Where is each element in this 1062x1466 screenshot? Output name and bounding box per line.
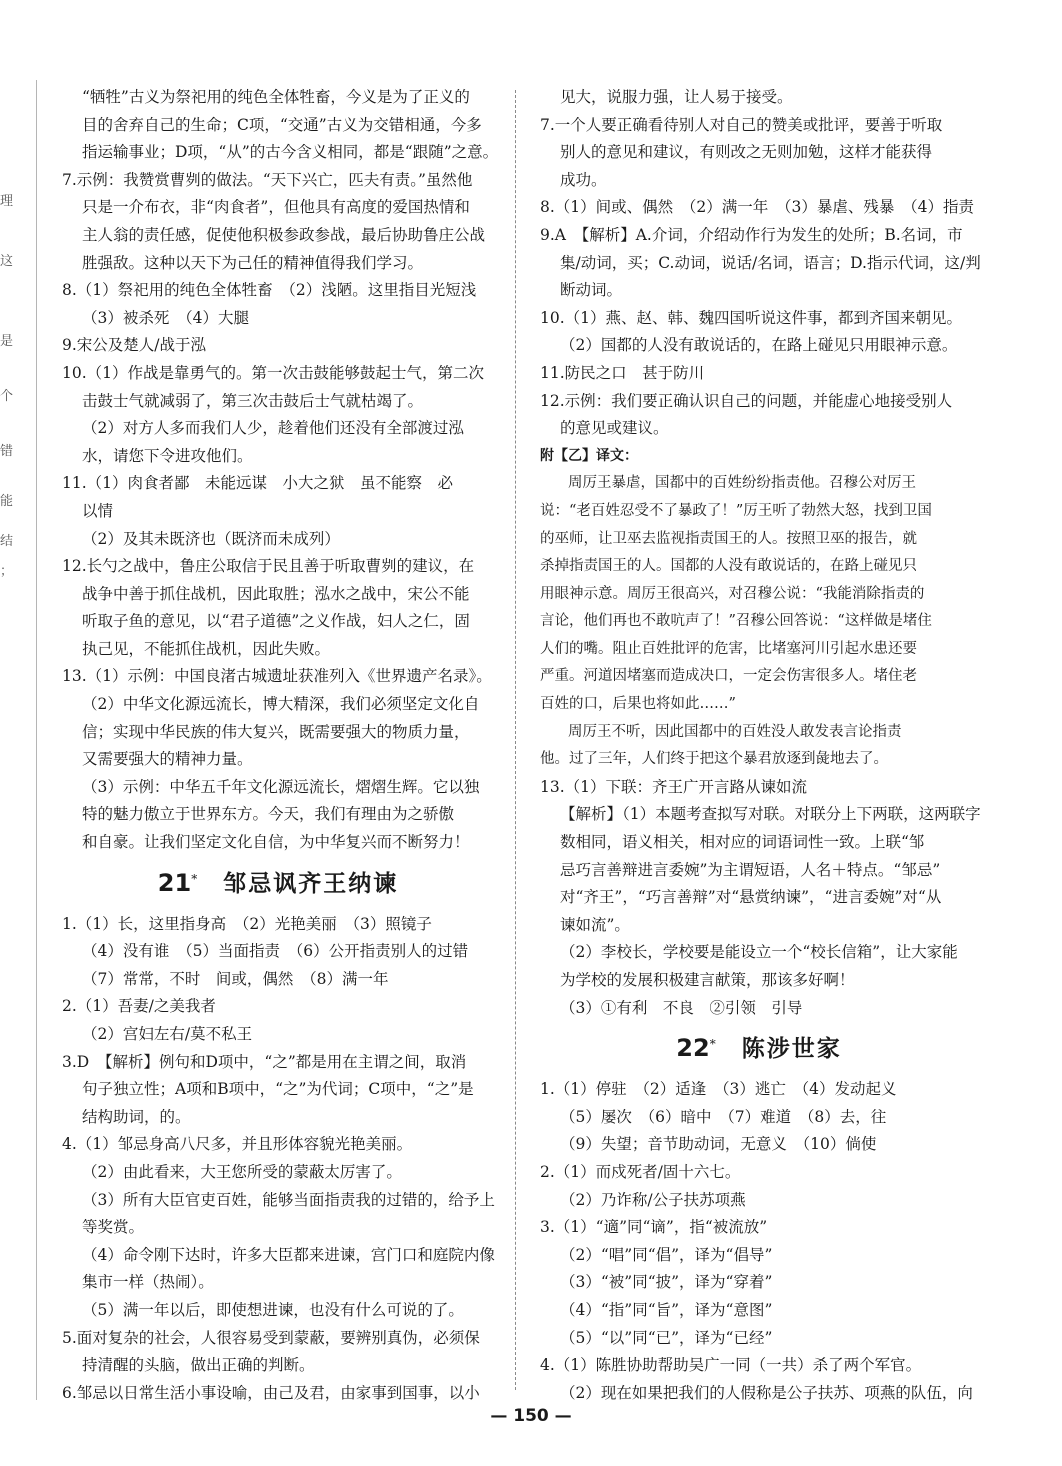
text-line: 数相同，语义相关，相对应的词语词性一致。上联“邹	[560, 833, 925, 852]
text-line: 句子独立性；A项和B项中，“之”为代词；C项中，“之”是	[82, 1080, 474, 1099]
text-line: （2）乃诈称/公子扶苏项燕	[560, 1190, 746, 1209]
answers-section-22	[540, 1076, 978, 1407]
text-line: 4.（1）陈胜协助帮助吴广一同（一共）杀了两个军官。	[540, 1356, 922, 1375]
text-line: （4）没有谁 （5）当面指责 （6）公开指责别人的过错	[82, 942, 469, 961]
text-line: （5）屡次 （6）暗中 （7）难道 （8）去，往	[560, 1107, 887, 1126]
margin-char: 错	[0, 444, 14, 459]
text-line: （2）国都的人没有敢说话的，在路上碰见只用眼神示意。	[560, 336, 958, 355]
text-line: 听取子鱼的意见，以“君子道德”之义作战，妇人之仁，固	[82, 612, 470, 631]
section-22-name: 陈涉世家	[741, 1036, 842, 1063]
text-line: 【解析】（1）本题考查拟写对联。对联分上下两联，这两联字	[560, 805, 981, 824]
margin-char: 是	[0, 334, 14, 349]
text-line: 忌巧言善辩进言委婉”为主谓短语，人名＋特点。“邹忌”	[560, 860, 941, 879]
text-line: 和自豪。让我们坚定文化自信，为中华复兴而不断努力！	[82, 833, 470, 852]
text-line: （2）“唱”同“倡”，译为“倡导”	[560, 1245, 773, 1264]
text-line: 言论，他们再也不敢吭声了！”召穆公回答说：“这样做是堵住	[540, 613, 932, 630]
text-line: 战争中善于抓住战机，因此取胜；泓水之战中，宋公不能	[82, 584, 470, 603]
appendix-heading: 附【乙】译文：	[540, 447, 638, 464]
section-22-number: 22	[676, 1034, 710, 1063]
text-line: 3.D 【解析】例句和D项中，“之”都是用在主谓之间，取消	[62, 1052, 467, 1071]
section-21-number: 21	[157, 868, 192, 897]
text-line: 他。过了三年，人们终于把这个暴君放逐到彘地去了。	[540, 751, 888, 768]
text-line: 集市一样（热闹）。	[82, 1273, 214, 1292]
text-line: （2）由此看来，大王您所受的蒙蔽太厉害了。	[82, 1162, 402, 1181]
text-line: 断动词。	[560, 281, 623, 300]
text-line: 对“齐王”，“巧言善辩”对“悬赏纳谏”，“进言委婉”对“从	[560, 888, 942, 907]
column-divider	[515, 90, 516, 1390]
text-line: 击鼓士气就减弱了，第三次击鼓后士气就枯竭了。	[82, 391, 424, 410]
page-number: — 150 —	[490, 1406, 572, 1426]
text-line: 12.示例：我们要正确认识自己的问题，并能虚心地接受别人	[540, 391, 953, 410]
text-line: 目的舍弃自己的生命；C项，“交通”古义为交错相通，今多	[82, 115, 482, 134]
text-line: （4）“指”同“旨”，译为“意图”	[560, 1300, 773, 1319]
text-line: 11.防民之口 甚于防川	[540, 363, 705, 382]
left-column	[62, 84, 499, 1407]
text-line: 以情	[82, 501, 114, 520]
text-line: 人们的嘴。阻止百姓批评的危害，比堵塞河川引起水患还要	[540, 640, 917, 657]
text-line: 杀掉指责国王的人。国都的人没有敢说话的，在路上碰见只	[540, 558, 917, 575]
answers-section-21-q13	[540, 774, 981, 1022]
text-line: 胜强敌。这种以天下为己任的精神值得我们学习。	[82, 253, 424, 272]
answers-section-21	[62, 911, 494, 1408]
text-line: （3）示例：中华五千年文化源远流长，熠熠生辉。它以独	[82, 777, 480, 796]
text-line: 7.示例：我赞赏曹刿的做法。“天下兴亡，匹夫有责。”虽然他	[62, 170, 473, 189]
text-line: 为学校的发展积极建言献策，那该多好啊！	[560, 971, 855, 989]
text-line: 持清醒的头脑，做出正确的判断。	[82, 1356, 315, 1375]
text-line: 3.（1）“適”同“谪”，指“被流放”	[540, 1218, 768, 1237]
text-line: 8.（1）祭祀用的纯色全体牲畜 （2）浅陋。这里指目光短浅	[62, 281, 477, 300]
text-line: 的意见或建议。	[560, 419, 669, 438]
text-line: （9）失望；音节助动词，无意义 （10）倘使	[560, 1135, 877, 1154]
text-line: 水，请您下令进攻他们。	[82, 446, 253, 465]
margin-char: 结	[0, 534, 14, 549]
text-line: 主人翁的责任感，促使他积极参政参战，最后协助鲁庄公战	[82, 225, 486, 244]
text-line: 结构助词，的。	[82, 1107, 191, 1126]
text-line: （2）中华文化源远流长，博大精深，我们必须坚定文化自	[82, 695, 480, 714]
text-line: （3）被杀死 （4）大腿	[82, 308, 249, 327]
text-line: 2.（1）吾妻/之美我者	[62, 997, 216, 1016]
text-line: （5）满一年以后，即使想进谏，也没有什么可说的了。	[82, 1300, 464, 1319]
text-line: 4.（1）邹忌身高八尺多，并且形体容貌光艳美丽。	[62, 1135, 413, 1154]
text-line: “牺牲”古义为祭祀用的纯色全体牲畜，今义是为了正义的	[82, 88, 470, 106]
text-line: 周厉王不听，因此国都中的百姓没人敢发表言论指责	[568, 723, 902, 740]
answers-section-21-continued	[540, 84, 981, 443]
text-line: （4）命令刚下达时，许多大臣都来进谏，宫门口和庭院内像	[82, 1245, 495, 1264]
text-line: 7.一个人要正确看待别人对自己的赞美或批评，要善于听取	[540, 115, 943, 134]
text-line: 只是一介布衣，非“肉食者”，但他具有高度的爱国热情和	[82, 198, 470, 217]
text-line: 5.面对复杂的社会，人很容易受到蒙蔽，要辨别真伪，必须保	[62, 1328, 480, 1347]
text-line: （2）及其未既济也（既济而未成列）	[82, 529, 340, 548]
text-line: 周厉王暴虐，国都中的百姓纷纷指责他。召穆公对厉王	[568, 475, 916, 492]
text-line: 13.（1）示例：中国良渚古城遗址获准列入《世界遗产名录》。	[62, 667, 492, 686]
text-line: 别人的意见和建议，有则改之无则加勉，这样才能获得	[560, 143, 933, 162]
text-line: 成功。	[560, 170, 607, 189]
text-line: 9.宋公及楚人/战于泓	[62, 336, 207, 355]
text-line: 10.（1）燕、赵、韩、魏四国听说这件事，都到齐国来朝见。	[540, 308, 963, 327]
text-line: 13.（1）下联：齐王广开言路从谏如流	[540, 777, 808, 796]
text-line: （2）李校长，学校要是能设立一个“校长信箱”，让大家能	[560, 943, 958, 962]
text-line: 的巫师，让卫巫去监视指责国王的人。按照卫巫的报告，就	[540, 530, 917, 547]
text-line: 说：“老百姓忍受不了暴政了！”厉王听了勃然大怒，找到卫国	[540, 502, 932, 519]
text-line: 又需要强大的精神力量。	[82, 750, 253, 769]
text-line: （2）宫妇左右/莫不私王	[82, 1025, 253, 1043]
answers-section-20-continued	[62, 84, 499, 857]
text-line: 6.邹忌以日常生活小事设喻，由己及君，由家事到国事，以小	[62, 1383, 480, 1402]
text-line: 2.（1）而戍死者/固十六七。	[540, 1162, 741, 1181]
margin-char: 能	[0, 494, 14, 509]
margin-char: 理	[0, 194, 14, 209]
text-line: （3）所有大臣官吏百姓，能够当面指责我的过错的，给予上	[82, 1190, 495, 1209]
text-line: 1.（1）停驻 （2）适逢 （3）逃亡 （4）发动起义	[540, 1080, 897, 1099]
margin-char: ；	[0, 564, 14, 579]
section-22-star: *	[709, 1037, 716, 1052]
section-21-name: 邹忌讽齐王纳谏	[223, 870, 399, 897]
margin-char: 个	[0, 389, 14, 404]
text-line: 严重。河道因堵塞而造成决口，一定会伤害很多人。堵住老	[540, 668, 917, 685]
text-line: 等奖赏。	[82, 1218, 145, 1237]
text-line: 信；实现中华民族的伟大复兴，既需要强大的物质力量，	[82, 722, 470, 741]
text-line: （3）①有利 不良 ②引领 引导	[560, 998, 803, 1017]
text-line: 集/动词，买；C.动词，说话/名词，语言；D.指示代词，这/判	[560, 253, 981, 272]
text-line: 百姓的口，后果也将如此……”	[540, 696, 736, 713]
text-line: 执己见，不能抓住战机，因此失败。	[82, 639, 331, 658]
section-21-star: *	[191, 871, 198, 886]
text-line: 用眼神示意。周厉王很高兴，对召穆公说：“我能消除指责的	[540, 585, 925, 602]
text-line: 9.A 【解析】A.介词，介绍动作行为发生的处所；B.名词，市	[540, 225, 963, 244]
text-line: 特的魅力傲立于世界东方。今天，我们有理由为之骄傲	[82, 805, 455, 824]
margin-rule	[36, 80, 37, 1400]
appendix-translation	[540, 470, 978, 774]
right-column	[540, 84, 981, 1407]
text-line: 11.（1）肉食者鄙 未能远谋 小大之狱 虽不能察 必	[62, 474, 454, 493]
text-line: （5）“以”同“已”，译为“已经”	[560, 1328, 773, 1347]
text-line: 10.（1）作战是靠勇气的。第一次击鼓能够鼓起士气，第二次	[62, 363, 485, 382]
section-21-title	[62, 863, 494, 903]
text-line: 见大，说服力强，让人易于接受。	[560, 88, 793, 106]
text-line: （2）对方人多而我们人少，趁着他们还没有全部渡过泓	[82, 419, 464, 438]
text-line: 谏如流”。	[560, 915, 630, 934]
text-line: 12.长勺之战中，鲁庄公取信于民且善于听取曹刿的建议，在	[62, 557, 475, 576]
section-22-title	[540, 1028, 978, 1068]
text-line: （2）现在如果把我们的人假称是公子扶苏、项燕的队伍，向	[560, 1383, 973, 1402]
margin-char: 这	[0, 254, 14, 269]
text-line: 指运输事业；D项，“从”的古今含义相同，都是“跟随”之意。	[82, 143, 499, 162]
text-line: 8.（1）间或、偶然 （2）满一年 （3）暴虐、残暴 （4）指责	[540, 198, 974, 217]
text-line: 1.（1）长，这里指身高 （2）光艳美丽 （3）照镜子	[62, 914, 432, 933]
text-line: （7）常常，不时 间或，偶然 （8）满一年	[82, 969, 389, 988]
text-line: （3）“被”同“披”，译为“穿着”	[560, 1273, 773, 1292]
